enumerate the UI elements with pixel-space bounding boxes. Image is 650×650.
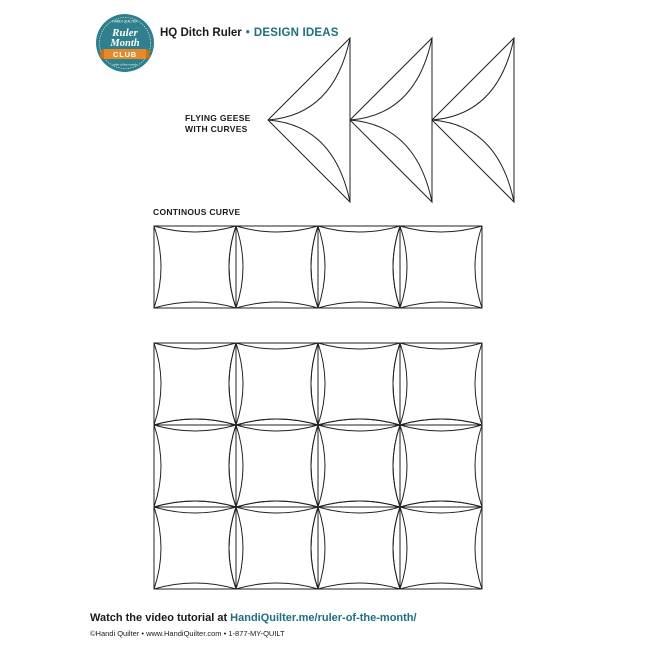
curve-block	[318, 425, 400, 507]
curve-bottom	[154, 583, 236, 589]
curve-top	[318, 343, 400, 349]
curve-top-outer	[318, 501, 400, 507]
curve-block	[154, 425, 236, 507]
curve-top-outer	[400, 419, 482, 425]
logo-banner-text: CLUB	[112, 50, 138, 60]
curve-left-outer	[393, 226, 400, 308]
curve-left	[318, 226, 325, 308]
continuous-curve-grid	[154, 343, 482, 589]
curve-left-outer	[229, 226, 236, 308]
curve-top	[400, 425, 482, 431]
curve-top	[400, 507, 482, 513]
curve-left	[318, 425, 325, 507]
curve-right	[475, 343, 482, 425]
curve-top	[236, 343, 318, 349]
curve-left	[236, 507, 243, 589]
curve-left	[154, 226, 161, 308]
curve-left-outer	[311, 425, 318, 507]
curve-left	[400, 226, 407, 308]
footer-tutorial-link[interactable]: HandiQuilter.me/ruler-of-the-month/	[230, 612, 417, 624]
continuous-curve-label: CONTINOUS CURVE	[153, 207, 241, 217]
curve-block	[236, 507, 318, 589]
curve-top	[154, 425, 236, 431]
curve-top	[154, 507, 236, 513]
curve-top	[318, 226, 400, 232]
curve-block	[318, 343, 400, 425]
curve-block	[318, 226, 400, 308]
curve-left	[154, 425, 161, 507]
curve-top-outer	[154, 419, 236, 425]
curve-top-outer	[400, 501, 482, 507]
flying-geese-label-line2: WITH CURVES	[185, 124, 248, 134]
curve-block	[236, 226, 318, 308]
curve-top	[236, 425, 318, 431]
logo-bottom-text: ruler of the month	[113, 62, 137, 67]
curve-top-outer	[236, 419, 318, 425]
goose-triangle	[432, 38, 514, 202]
curve-bottom	[154, 302, 236, 308]
header-title: HQ Ditch Ruler	[160, 27, 242, 39]
curve-top	[400, 343, 482, 349]
curve-left	[154, 507, 161, 589]
curve-left-outer	[311, 343, 318, 425]
header-subtitle: DESIGN IDEAS	[253, 27, 339, 39]
goose-triangle	[350, 38, 432, 202]
curve-block	[154, 226, 236, 308]
curve-left	[318, 507, 325, 589]
curve-top	[154, 343, 236, 349]
curve-top	[154, 226, 236, 232]
curve-left-outer	[393, 507, 400, 589]
curve-bottom	[318, 583, 400, 589]
curve-left-outer	[229, 343, 236, 425]
curve-left	[400, 425, 407, 507]
curve-left	[400, 343, 407, 425]
curve-bottom	[318, 302, 400, 308]
curve-block	[400, 425, 482, 507]
curve-top	[318, 507, 400, 513]
curve-left-outer	[393, 425, 400, 507]
curve-block	[400, 343, 482, 425]
curve-block	[236, 343, 318, 425]
logo-line2: Month	[110, 38, 140, 49]
curve-left	[236, 343, 243, 425]
curve-top	[318, 425, 400, 431]
footer-cta-text: Watch the video tutorial at	[90, 612, 228, 624]
curve-top-outer	[318, 419, 400, 425]
flying-geese-label-line1: FLYING GEESE	[185, 113, 251, 123]
curve-left	[318, 343, 325, 425]
curve-left-outer	[229, 507, 236, 589]
curve-block	[154, 343, 236, 425]
footer-credits: ©Handi Quilter • www.HandiQuilter.com • 1-877-MY-QUILT	[90, 629, 285, 638]
curve-block	[154, 507, 236, 589]
curve-block	[318, 507, 400, 589]
curve-left-outer	[393, 343, 400, 425]
flying-geese-design	[268, 38, 514, 202]
curve-right	[475, 507, 482, 589]
continuous-curve-strip	[154, 226, 482, 308]
curve-left-outer	[311, 226, 318, 308]
goose-triangle	[268, 38, 350, 202]
curve-top	[236, 226, 318, 232]
curve-block	[236, 425, 318, 507]
curve-block	[400, 226, 482, 308]
curve-top	[236, 507, 318, 513]
curve-bottom	[400, 302, 482, 308]
logo-top-text: HANDI QUILTER	[112, 19, 138, 24]
curve-top-outer	[236, 501, 318, 507]
footer-cta	[90, 612, 417, 624]
curve-right	[475, 425, 482, 507]
curve-left	[236, 226, 243, 308]
curve-left-outer	[229, 425, 236, 507]
curve-bottom	[236, 302, 318, 308]
curve-left	[236, 425, 243, 507]
logo-line1: Ruler	[112, 27, 138, 39]
curve-right	[475, 226, 482, 308]
curve-left-outer	[311, 507, 318, 589]
curve-top-outer	[154, 501, 236, 507]
curve-left	[400, 507, 407, 589]
curve-left	[154, 343, 161, 425]
curve-top	[400, 226, 482, 232]
curve-bottom	[400, 583, 482, 589]
header-separator: •	[245, 27, 250, 39]
curve-bottom	[236, 583, 318, 589]
curve-block	[400, 507, 482, 589]
